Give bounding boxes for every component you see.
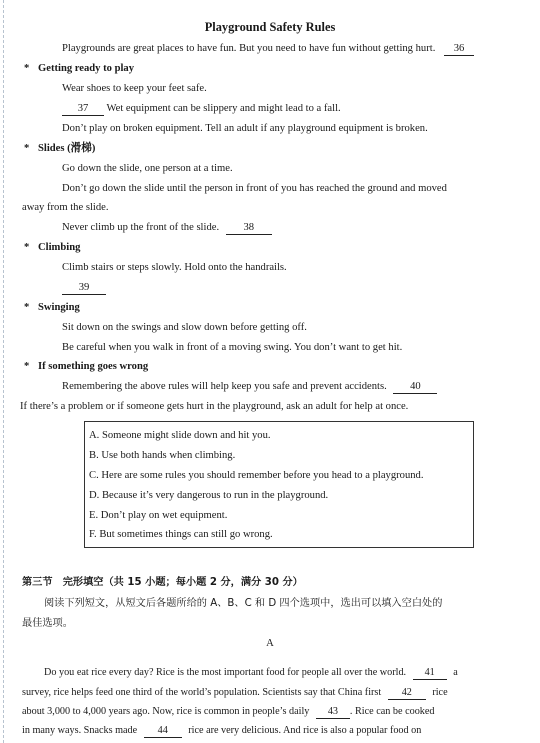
ready-line-2: 37 Wet equipment can be slippery and might lead to a fall. [62,102,341,116]
option-f: F. But sometimes things can still go wrong. [89,529,273,540]
intro-text: Playgrounds are great places to have fun. But you need to have fun without getting hurt. [62,43,436,54]
option-c: C. Here are some rules you should remember before you head to a playground. [89,470,424,481]
blank-38: 38 [226,222,272,235]
wrong-line-1: Remembering the above rules will help keep you safe and prevent accidents. 40 [62,380,437,394]
slides-line-2a: Don’t go down the slide until the person in front of you has reached the ground and moved [62,183,447,194]
blank-44: 44 [144,725,182,738]
heading-swinging: * Swinging [24,302,80,313]
passage-line-1: Do you eat rice every day? Rice is the most important food for people all over the world. 41 a [44,667,458,678]
blank-43: 43 [316,706,350,719]
swinging-line-1: Sit down on the swings and slow down before getting off. [62,322,307,333]
intro-line [62,42,474,56]
slides-line-1: Go down the slide, one person at a time. [62,163,233,174]
passage-title: Playground Safety Rules [204,20,336,34]
climbing-line-2 [62,281,106,295]
passage-line-3: about 3,000 to 4,000 years ago. Now, rice is common in people’s daily 43 . Rice can be cooked [22,706,435,717]
option-e: E. Don’t play on wet equipment. [89,510,228,521]
blank-41: 41 [413,667,447,680]
part-label-a: A [266,638,274,649]
bullet-star: * [24,63,30,74]
blank-42: 42 [388,687,426,700]
section3-instruction-2: 最佳选项。 [22,618,73,629]
option-d: D. Because it’s very dangerous to run in the playground. [89,490,329,501]
passage-line-4: in many ways. Snacks made 44 rice are very delicious. And rice is also a popular food on [22,725,422,736]
option-a: A. Someone might slide down and hit you. [89,430,271,441]
blank-37: 37 [62,103,104,116]
section3-header: 第三节 完形填空（共 15 小题；每小题 2 分，满分 30 分） [22,577,303,588]
slides-line-2b: away from the slide. [22,202,109,213]
heading-getting-ready: * Getting ready to play [24,63,135,74]
slides-line-3: Never climb up the front of the slide. 38 [62,221,272,235]
heading-slides: * Slides (滑梯) [24,143,96,154]
blank-40: 40 [393,381,437,394]
blank-39: 39 [62,282,106,295]
heading-if-wrong: * If something goes wrong [24,361,149,372]
binding-margin-line [3,0,4,743]
ready-line-3: Don’t play on broken equipment. Tell an adult if any playground equipment is broken. [62,123,428,134]
heading-climbing: * Climbing [24,242,81,253]
wrong-line-2: If there’s a problem or if someone gets hurt in the playground, ask an adult for help at once. [20,401,409,412]
climbing-line-1: Climb stairs or steps slowly. Hold onto the handrails. [62,262,287,273]
swinging-line-2: Be careful when you walk in front of a moving swing. You don’t want to get hit. [62,342,403,353]
section3-instruction-1: 阅读下列短文，从短文后各题所给的 A、B、C 和 D 四个选项中，选出可以填入空白处的 [44,598,443,609]
blank-36: 36 [444,43,474,56]
ready-line-1: Wear shoes to keep your feet safe. [62,83,207,94]
option-b: B. Use both hands when climbing. [89,450,236,461]
passage-line-2: survey, rice helps feed one third of the world’s population. Scientists say that China first 42 rice [22,687,448,698]
